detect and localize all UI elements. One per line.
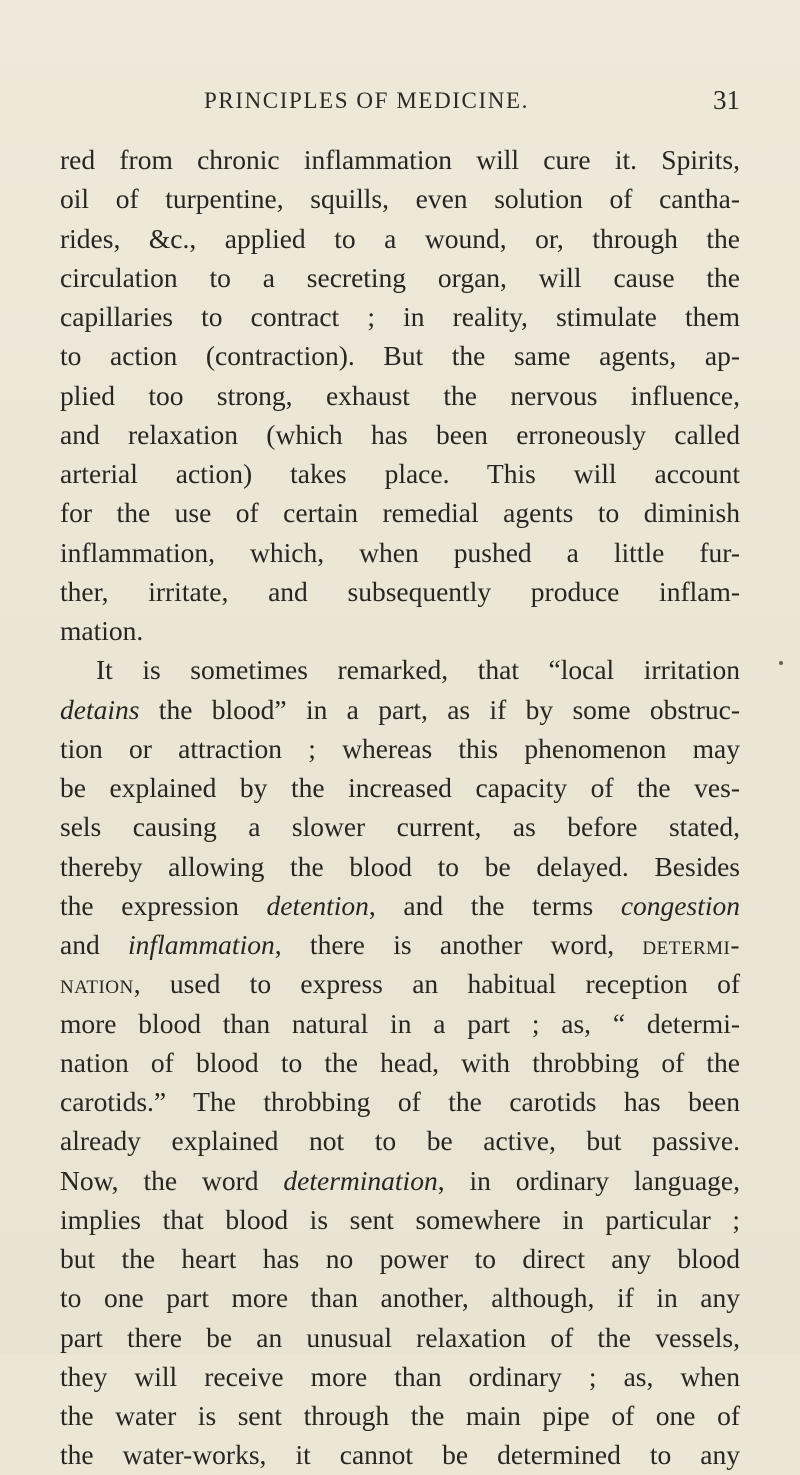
text-line: carotids.” The throbbing of the carotids has been xyxy=(60,1086,740,1117)
running-title: PRINCIPLES OF MEDICINE. xyxy=(204,88,529,113)
text-line: plied too strong, exhaust the nervous influence, xyxy=(60,379,740,411)
page-number: 31 xyxy=(713,85,740,115)
paragraph-end-line: mation. xyxy=(60,615,144,646)
text-segment: , used to express an habitual reception of xyxy=(133,968,740,1000)
text-line: rides, &c., applied to a wound, or, through the xyxy=(60,222,740,254)
italic-term: congestion xyxy=(620,889,740,921)
italic-term: detention xyxy=(266,889,369,921)
text-line: tion or attraction ; whereas this phenomenon may xyxy=(60,732,740,764)
text-line xyxy=(60,925,740,964)
text-line: red from chronic inflammation will cure it. Spirits, xyxy=(60,144,740,175)
text-line: implies that blood is sent somewhere in particular ; xyxy=(60,1203,740,1235)
text-line xyxy=(60,886,740,925)
text-segment: Now, the word xyxy=(60,1164,284,1196)
text-segment: the expression xyxy=(60,889,267,921)
small-caps-term: determi- xyxy=(642,929,740,960)
text-line xyxy=(60,1161,740,1200)
text-line: inflammation, which, when pushed a little fur- xyxy=(60,536,740,568)
small-caps-term: nation xyxy=(60,968,134,1000)
running-head xyxy=(204,85,740,128)
text-segment: the blood” in a part, as if by some obstruc- xyxy=(139,693,740,725)
ink-speck xyxy=(779,661,783,665)
text-segment: and xyxy=(60,929,129,960)
text-line: be explained by the increased capacity of the ves- xyxy=(60,772,740,803)
text-line: to one part more than another, although, if in any xyxy=(60,1282,740,1314)
text-line: already explained not to be active, but passive. xyxy=(60,1125,740,1157)
text-line: the water-works, it cannot be determined to any xyxy=(60,1439,740,1471)
body-text xyxy=(60,140,740,1475)
text-line xyxy=(60,964,740,1003)
text-line: more blood than natural in a part ; as, “ determi- xyxy=(60,1007,740,1039)
text-line: but the heart has no power to direct any blood xyxy=(60,1243,740,1274)
text-line xyxy=(60,690,740,729)
text-line: circulation to a secreting organ, will cause the xyxy=(60,261,740,293)
italic-term: inflammation xyxy=(128,929,275,960)
paragraph-start-line: It is sometimes remarked, that “local irritation xyxy=(96,654,740,686)
text-line: ther, irritate, and subsequently produce inflam- xyxy=(60,575,740,607)
italic-term: determination xyxy=(283,1164,438,1196)
text-line: arterial action) takes place. This will account xyxy=(60,458,740,489)
text-line: and relaxation (which has been erroneously called xyxy=(60,418,740,450)
text-line: part there be an unusual relaxation of the vessels, xyxy=(60,1321,740,1353)
text-line: nation of blood to the head, with throbbing of the xyxy=(60,1046,740,1078)
text-line: the water is sent through the main pipe of one of xyxy=(60,1400,740,1431)
text-segment: , there is another word, xyxy=(274,929,643,960)
text-line: for the use of certain remedial agents to diminish xyxy=(60,497,740,529)
text-segment: , in ordinary language, xyxy=(437,1164,740,1196)
text-line: sels causing a slower current, as before stated, xyxy=(60,811,740,843)
text-line: to action (contraction). But the same agents, ap- xyxy=(60,340,740,372)
text-line: they will receive more than ordinary ; as, when xyxy=(60,1360,740,1392)
text-line: thereby allowing the blood to be delayed. Besides xyxy=(60,850,740,882)
text-line: capillaries to contract ; in reality, stimulate them xyxy=(60,301,740,332)
italic-term: detains xyxy=(60,693,140,725)
text-line: oil of turpentine, squills, even solution of cantha- xyxy=(60,183,740,215)
text-segment: , and the terms xyxy=(368,889,621,921)
